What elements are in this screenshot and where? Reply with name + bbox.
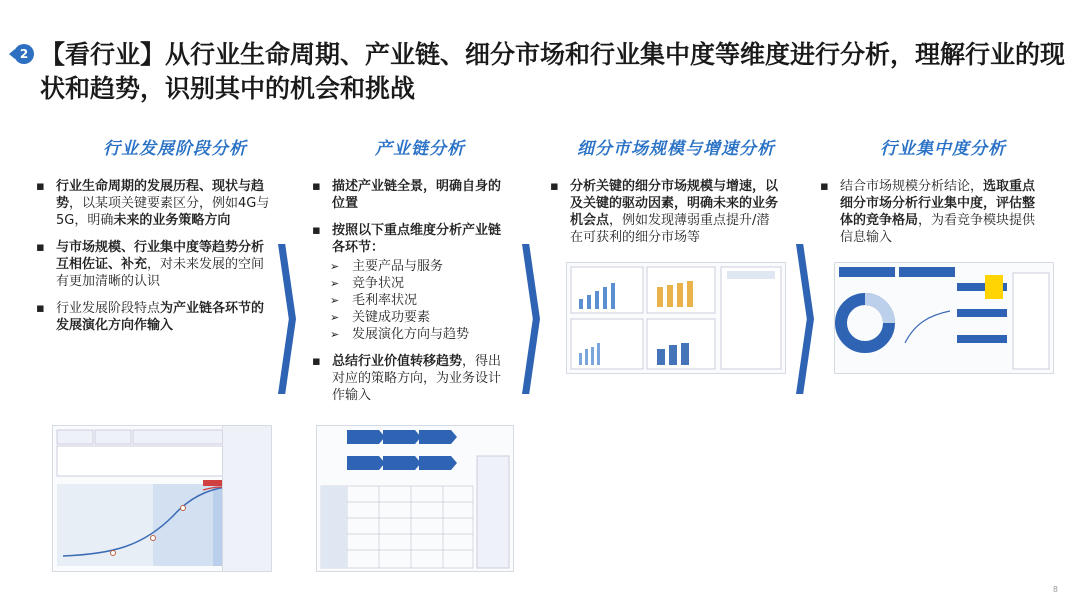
bullet-text: 选取重点细分市场分析行业集中度，评估整体的竞争格局 [840, 179, 1036, 228]
bullet-item [818, 178, 1046, 246]
bullet-item [34, 178, 272, 229]
bullet-text: 未来的业务策略方向 [113, 213, 231, 228]
value-chain-grid-graphic [317, 426, 513, 571]
bullet-text: ，对未来发展的空间有更加清晰的认识 [56, 257, 265, 289]
bullet-square-icon: ▪ [312, 223, 321, 238]
heading-value-chain: 产业链分析 [375, 139, 465, 159]
page-title: 【看行业】从行业生命周期、产业链、细分市场和行业集中度等维度进行分析，理解行业的现状和趋势，识别其中的机会和挑战 [40, 40, 1066, 103]
chevron-arrow-2-icon [522, 244, 540, 394]
bullet-text: ，以某项关键要素区分，例如4G与5G，明确 [56, 196, 270, 228]
heading-concentration: 行业集中度分析 [880, 139, 1006, 159]
heading-segment-market: 细分市场规模与增速分析 [577, 139, 775, 159]
bullet-text: 为产业链各环节的发展演化方向作输入 [56, 301, 265, 333]
sub-bullet-item [310, 292, 510, 309]
sub-bullet-text: 竞争状况 [352, 276, 405, 291]
bullet-text: 总结行业价值转移趋势 [332, 354, 463, 369]
bullet-text: 行业生命周期的发展历程、现状与趋势 [56, 179, 265, 211]
bullet-square-icon: ▪ [36, 301, 45, 316]
value-chain-template-thumbnail [316, 425, 514, 572]
bullet-text: 描述产业链全景，明确自身的位置 [332, 179, 502, 211]
bullet-text: 按照以下重点维度分析产业链各环节： [332, 223, 502, 255]
concentration-template-thumbnail [834, 262, 1054, 374]
bullet-square-icon: ▪ [820, 179, 829, 194]
sub-bullet-item [310, 309, 510, 326]
segment-market-charts-graphic [567, 263, 785, 373]
sub-bullet-text: 主要产品与服务 [352, 259, 444, 274]
page-number: 8 [1052, 585, 1058, 594]
bullet-item [310, 353, 510, 404]
arrow-bullet-icon: ➢ [330, 311, 340, 324]
bullet-text: ，例如发现薄弱重点提升/潜在可获利的细分市场等 [570, 213, 770, 245]
bullet-square-icon: ▪ [36, 179, 45, 194]
bullet-item [34, 239, 272, 290]
bullet-text: 分析关键的细分市场规模与增速，以及关键的驱动因素，明确未来的业务机会点 [570, 179, 779, 228]
heading-lifecycle: 行业发展阶段分析 [103, 139, 247, 159]
bullet-item [310, 222, 510, 256]
chevron-arrow-1-icon [278, 244, 296, 394]
sub-bullet-item [310, 326, 510, 343]
concentration-bullets [818, 178, 1046, 256]
bullet-text: ，为看竞争模块提供信息输入 [840, 213, 1036, 245]
lifecycle-bullets [34, 178, 272, 344]
bullet-square-icon: ▪ [550, 179, 559, 194]
bullet-text: ，得出对应的策略方向，为业务设计作输入 [332, 354, 502, 403]
sub-bullet-item [310, 258, 510, 275]
bullet-item [548, 178, 780, 246]
bullet-text: 结合市场规模分析结论， [840, 179, 984, 194]
sub-bullet-text: 毛利率状况 [352, 293, 418, 308]
arrow-bullet-icon: ➢ [330, 277, 340, 290]
arrow-bullet-icon: ➢ [330, 260, 340, 273]
bullet-square-icon: ▪ [312, 179, 321, 194]
bullet-item [34, 300, 272, 334]
bullet-text: 与市场规模、行业集中度等趋势分析互相佐证、补充 [56, 240, 265, 272]
bullet-item [310, 178, 510, 212]
concentration-donut-graphic [835, 263, 1053, 373]
chevron-arrow-3-icon [796, 244, 814, 394]
bullet-square-icon: ▪ [36, 240, 45, 255]
section-number-badge: 2 [14, 44, 34, 64]
bullet-text: 行业发展阶段特点 [56, 301, 161, 316]
value-chain-bullets [310, 178, 510, 414]
sub-bullet-item [310, 275, 510, 292]
lifecycle-side-panel [222, 425, 272, 572]
sub-bullet-text: 关键成功要素 [352, 310, 431, 325]
bullet-square-icon: ▪ [312, 354, 321, 369]
sub-bullet-text: 发展演化方向与趋势 [352, 327, 470, 342]
arrow-bullet-icon: ➢ [330, 294, 340, 307]
arrow-bullet-icon: ➢ [330, 328, 340, 341]
segment-market-template-thumbnail [566, 262, 786, 374]
segment-market-bullets [548, 178, 780, 256]
